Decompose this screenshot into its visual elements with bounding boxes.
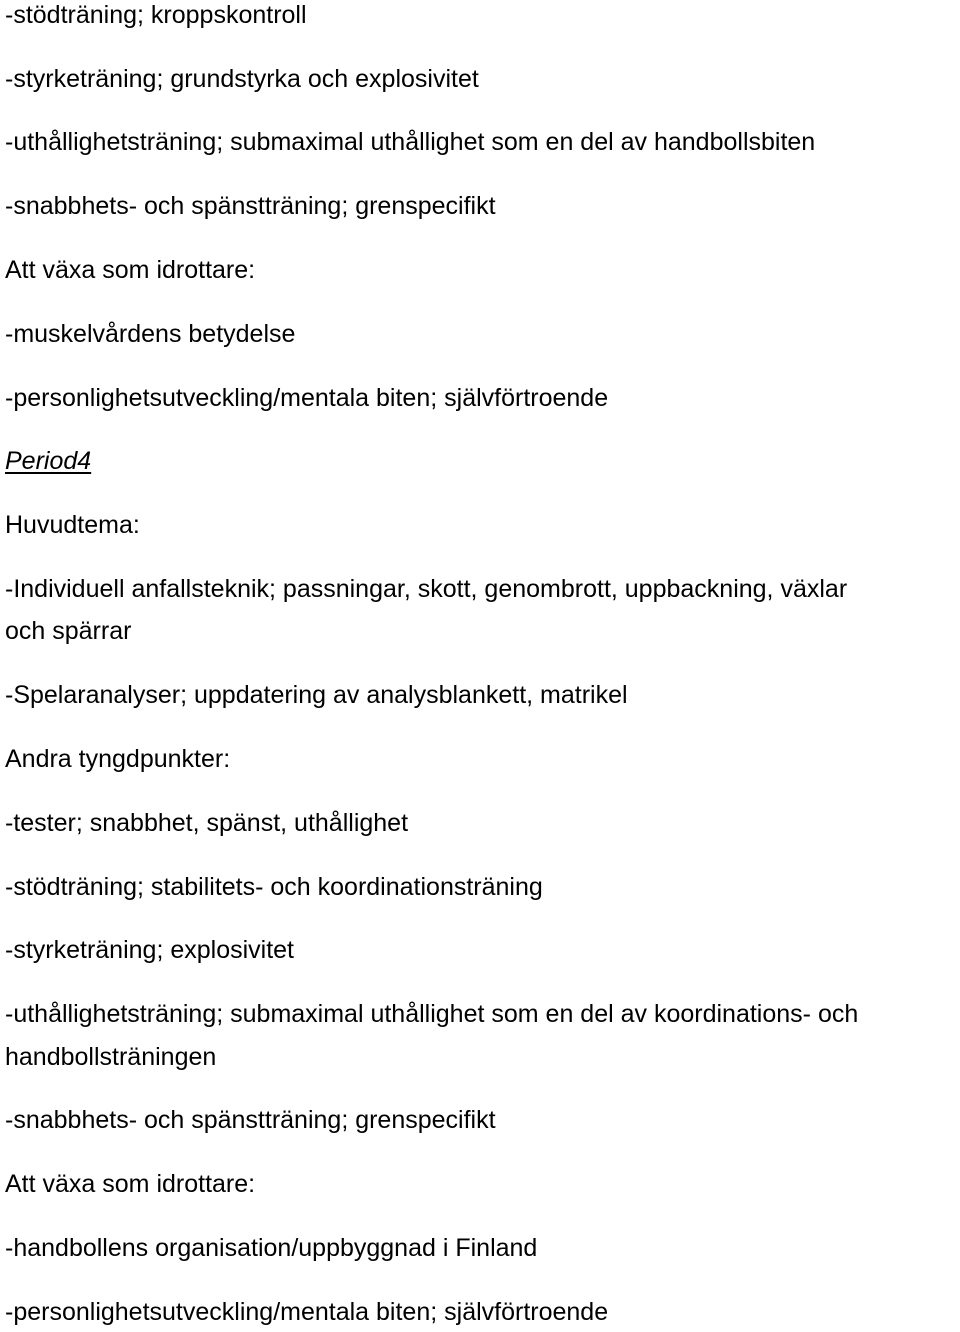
section-heading: Att växa som idrottare: xyxy=(5,256,256,284)
text-line: -snabbhets- och spänstträning; grenspecifikt xyxy=(5,192,496,220)
text-line: handbollsträningen xyxy=(5,1043,217,1071)
section-heading: Att växa som idrottare: xyxy=(5,1170,256,1198)
text-line: -muskelvårdens betydelse xyxy=(5,320,296,348)
section-heading: Andra tyngdpunkter: xyxy=(5,745,231,773)
text-line: -styrketräning; grundstyrka och explosivitet xyxy=(5,65,479,93)
text-line: -uthållighetsträning; submaximal uthållighet som en del av koordinations- och xyxy=(5,1000,859,1028)
text-line: -tester; snabbhet, spänst, uthållighet xyxy=(5,809,409,837)
text-line: -Individuell anfallsteknik; passningar, skott, genombrott, uppbackning, växlar xyxy=(5,575,848,603)
period-heading: Period4 xyxy=(5,447,92,475)
text-line: -personlighetsutveckling/mentala biten; självförtroende xyxy=(5,1298,609,1326)
section-heading: Huvudtema: xyxy=(5,511,140,539)
text-line: -uthållighetsträning; submaximal uthållighet som en del av handbollsbiten xyxy=(5,128,816,156)
text-line: -styrketräning; explosivitet xyxy=(5,936,295,964)
text-line: -snabbhets- och spänstträning; grenspecifikt xyxy=(5,1106,496,1134)
text-line: -stödträning; stabilitets- och koordinationsträning xyxy=(5,873,543,901)
text-line: och spärrar xyxy=(5,617,132,645)
text-line: -Spelaranalyser; uppdatering av analysblankett, matrikel xyxy=(5,681,628,709)
text-line: -stödträning; kroppskontroll xyxy=(5,1,307,29)
text-line: -personlighetsutveckling/mentala biten; självförtroende xyxy=(5,384,609,412)
text-line: -handbollens organisation/uppbyggnad i Finland xyxy=(5,1234,538,1262)
